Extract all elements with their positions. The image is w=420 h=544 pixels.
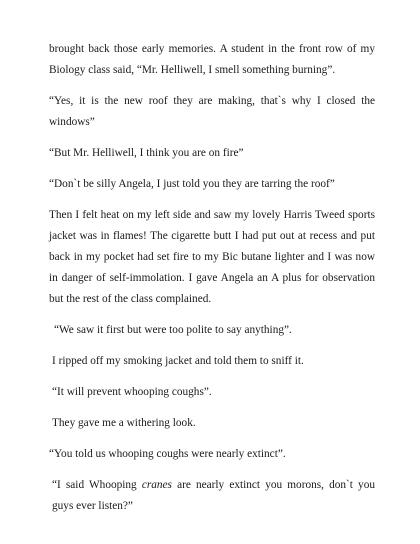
document-body: [49, 39, 375, 517]
paragraph-7: I ripped off my smoking jacket and told them to sniff it.: [52, 355, 304, 367]
paragraph-3: “But Mr. Helliwell, I think you are on fire”: [49, 147, 244, 159]
paragraph-9: They gave me a withering look.: [52, 417, 196, 429]
paragraph-10: “You told us whooping coughs were nearly extinct”.: [49, 448, 286, 460]
paragraph-8: “It will prevent whooping coughs”.: [52, 386, 212, 398]
paragraph-11: [49, 475, 375, 517]
paragraph-11-start: “I said Whooping: [52, 479, 142, 491]
paragraph-11-end: are nearly extinct you morons, don`t you guys ever listen?”: [52, 479, 375, 512]
paragraph-1: brought back those early memories. A student in the front row of my Biology class said, “Mr. Helliwell, I smell something burning”.: [49, 43, 375, 76]
paragraph-2: “Yes, it is the new roof they are making, that`s why I closed the windows”: [49, 95, 375, 128]
paragraph-6: “We saw it first but were too polite to say anything”.: [54, 324, 292, 336]
italic-word: cranes: [141, 479, 172, 491]
paragraph-4: “Don`t be silly Angela, I just told you they are tarring the roof”: [49, 178, 335, 190]
paragraph-5: Then I felt heat on my left side and saw my lovely Harris Tweed sports jacket was in flames! The cigarette butt I had put out at recess and put back in my pocket had set fire to my Bic butane lighter and I was now in danger of self-immolation. I gave Angela an A plus for observation but the rest of the class complained.: [49, 209, 375, 305]
